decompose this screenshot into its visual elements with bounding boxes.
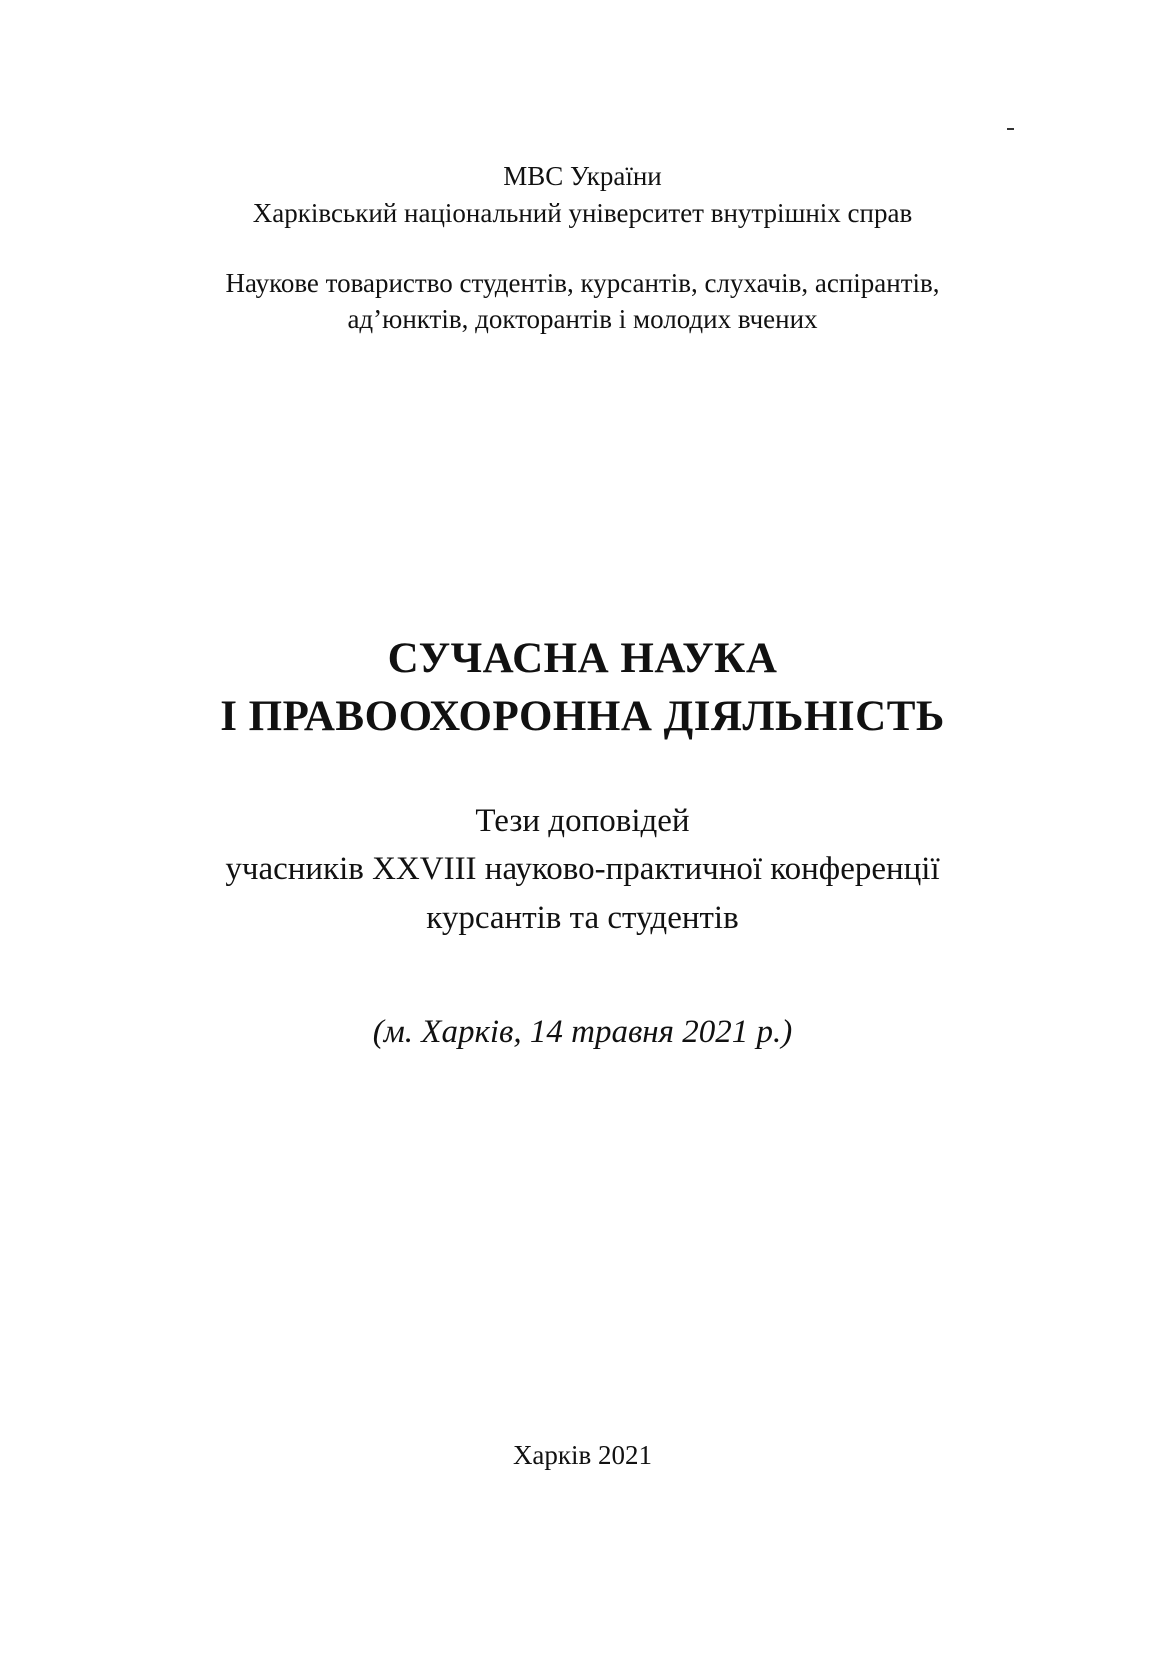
title-line-2: І ПРАВООХОРОННА ДІЯЛЬНІСТЬ xyxy=(220,693,945,740)
ministry-name: МВС України xyxy=(503,161,662,191)
society-name-line-2: ад’юнктів, докторантів і молодих вчених xyxy=(347,304,818,334)
stray-dash-mark xyxy=(1007,128,1014,130)
subtitle-line-3: курсантів та студентів xyxy=(426,900,739,936)
subtitle-line-1: Тези доповідей xyxy=(475,803,690,839)
subtitle-line-2: учасників XXVIII науково-практичної конференції xyxy=(225,851,940,887)
title-line-1: СУЧАСНА НАУКА xyxy=(387,635,778,682)
university-name: Харківський національний університет внутрішніх справ xyxy=(252,198,913,228)
place-and-date: (м. Харків, 14 травня 2021 р.) xyxy=(372,1014,793,1050)
society-name-line-1: Наукове товариство студентів, курсантів, слухачів, аспірантів, xyxy=(225,268,940,298)
city-and-year: Харків 2021 xyxy=(512,1440,653,1470)
